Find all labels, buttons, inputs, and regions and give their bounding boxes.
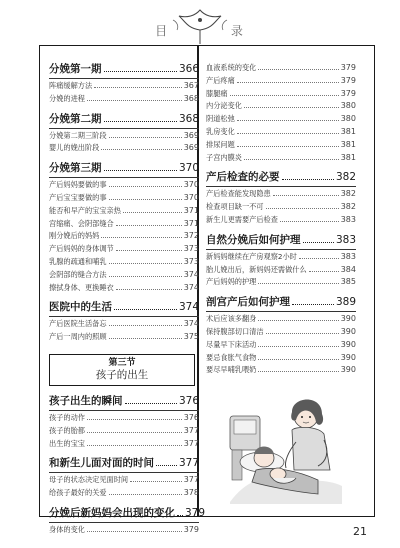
divider: [49, 472, 199, 473]
toc-section-heading[interactable]: 和新生儿面对面的时间 377: [49, 457, 199, 470]
toc-entry[interactable]: 胎儿娩出后，新妈妈还需做什么 384: [206, 264, 356, 274]
toc-section: [206, 62, 356, 164]
chapter-number: 第三节: [108, 357, 136, 368]
divider: [49, 522, 199, 523]
toc-entry[interactable]: 分娩的进程 368: [49, 93, 199, 103]
toc-entry[interactable]: 产后妈妈要做的事 370: [49, 180, 199, 190]
left-column: [49, 56, 206, 539]
chapter-heading[interactable]: [49, 354, 195, 386]
toc-section-heading[interactable]: 分娩第三期 370: [49, 162, 199, 175]
toc-section: [49, 456, 199, 500]
divider: [49, 410, 199, 411]
toc-entry[interactable]: 擦拭身体、更换睡衣 374: [49, 282, 199, 292]
divider: [49, 78, 199, 79]
toc-entry[interactable]: 新妈妈继续在产房观察2小时 383: [206, 251, 356, 261]
toc-entry[interactable]: 阴道松弛 380: [206, 114, 356, 124]
toc-section-heading[interactable]: 产后检查的必要 382: [206, 171, 356, 184]
toc-entry[interactable]: 血液系统的变化 379: [206, 63, 356, 72]
chapter-name: 孩子的出生: [95, 368, 149, 381]
divider: [206, 186, 356, 187]
page-number: 21: [353, 525, 367, 538]
right-column: [206, 56, 356, 379]
toc-section-heading[interactable]: 孩子出生的瞬间 376: [49, 394, 199, 407]
toc-section-heading[interactable]: 剖宫产后如何护理 389: [206, 296, 356, 309]
toc-section-heading[interactable]: 医院中的生活 374: [49, 301, 199, 314]
toc-entry[interactable]: 给孩子最好的关爱 378: [49, 488, 199, 498]
toc-entry[interactable]: 产后一周内的照顾 375: [49, 332, 199, 342]
toc-entry[interactable]: 孩子的动作 376: [49, 412, 199, 422]
toc-entry[interactable]: 阵痛缓解方法 367: [49, 81, 199, 90]
divider: [206, 311, 356, 312]
toc-section: [49, 506, 206, 537]
toc-section: [49, 300, 199, 344]
toc-entry[interactable]: 乳腺的疏通和哺乳 373: [49, 256, 199, 266]
toc-entry[interactable]: 母子的状态决定见面时间 377: [49, 475, 199, 485]
contents-title: 目 录: [155, 24, 273, 38]
toc-entry[interactable]: 分娩第二期三阶段 369: [49, 130, 199, 140]
divider: [206, 249, 356, 250]
toc-section: [206, 295, 356, 377]
toc-entry[interactable]: 膝腿痛 379: [206, 88, 356, 98]
divider: [49, 177, 199, 178]
toc-entry[interactable]: 孩子的胎都 377: [49, 425, 199, 435]
mother-baby-illustration: [226, 382, 344, 504]
toc-section: [49, 62, 199, 106]
toc-section: [49, 161, 199, 294]
toc-entry[interactable]: 会阴部的缝合方法 374: [49, 269, 199, 279]
toc-entry[interactable]: 乳房变化 381: [206, 126, 356, 136]
toc-entry[interactable]: 要忌食胀气食物 390: [206, 352, 356, 362]
toc-entry[interactable]: 内分泌变化 380: [206, 101, 356, 111]
toc-entry[interactable]: 出生的宝宝 377: [49, 438, 199, 448]
toc-entry[interactable]: 宫缩痛、会阴部缝合 371: [49, 218, 199, 228]
toc-section: [49, 112, 199, 156]
toc-entry[interactable]: 术后应该多翻身 390: [206, 314, 356, 324]
toc-entry[interactable]: 产后疼痛 379: [206, 75, 356, 85]
toc-section-heading[interactable]: 分娩后新妈妈会出现的变化 379: [49, 506, 206, 519]
divider: [49, 128, 199, 129]
toc-entry[interactable]: 产后检查能发现隐患 382: [206, 189, 356, 199]
divider: [49, 316, 199, 317]
toc-section: [206, 170, 356, 226]
toc-entry[interactable]: 保持腹部切口清洁 390: [206, 326, 356, 336]
toc-entry[interactable]: 尽量早下床活动 390: [206, 339, 356, 349]
toc-entry[interactable]: 身体的变化 379: [49, 524, 199, 534]
toc-entry[interactable]: 刚分娩后的妈妈 372: [49, 231, 199, 241]
toc-entry[interactable]: 婴儿的娩出阶段 369: [49, 143, 199, 153]
toc-section-heading[interactable]: 分娩第二期 368: [49, 112, 199, 125]
toc-section-heading[interactable]: 自然分娩后如何护理 383: [206, 233, 356, 246]
toc-section: [49, 394, 199, 450]
toc-entry[interactable]: 产后医院生活备忘 374: [49, 319, 199, 329]
toc-entry[interactable]: 产后宝宝要做的事 370: [49, 192, 199, 202]
toc-section-heading[interactable]: 分娩第一期 366: [49, 63, 199, 75]
toc-section: [206, 233, 356, 289]
toc-entry[interactable]: 产后妈妈的身体调节 373: [49, 244, 199, 254]
toc-entry[interactable]: 新生儿更需要产后检查 383: [206, 214, 356, 224]
toc-entry[interactable]: 要尽早哺乳喂奶 390: [206, 365, 356, 375]
toc-entry[interactable]: 子宫内膜炎 381: [206, 152, 356, 162]
toc-entry[interactable]: 能否和早产的宝宝亲热 371: [49, 205, 199, 215]
toc-entry[interactable]: 产后妈妈的护理 385: [206, 277, 356, 287]
toc-entry[interactable]: 检查项目缺一不可 382: [206, 202, 356, 212]
toc-entry[interactable]: 排尿问题 381: [206, 139, 356, 149]
